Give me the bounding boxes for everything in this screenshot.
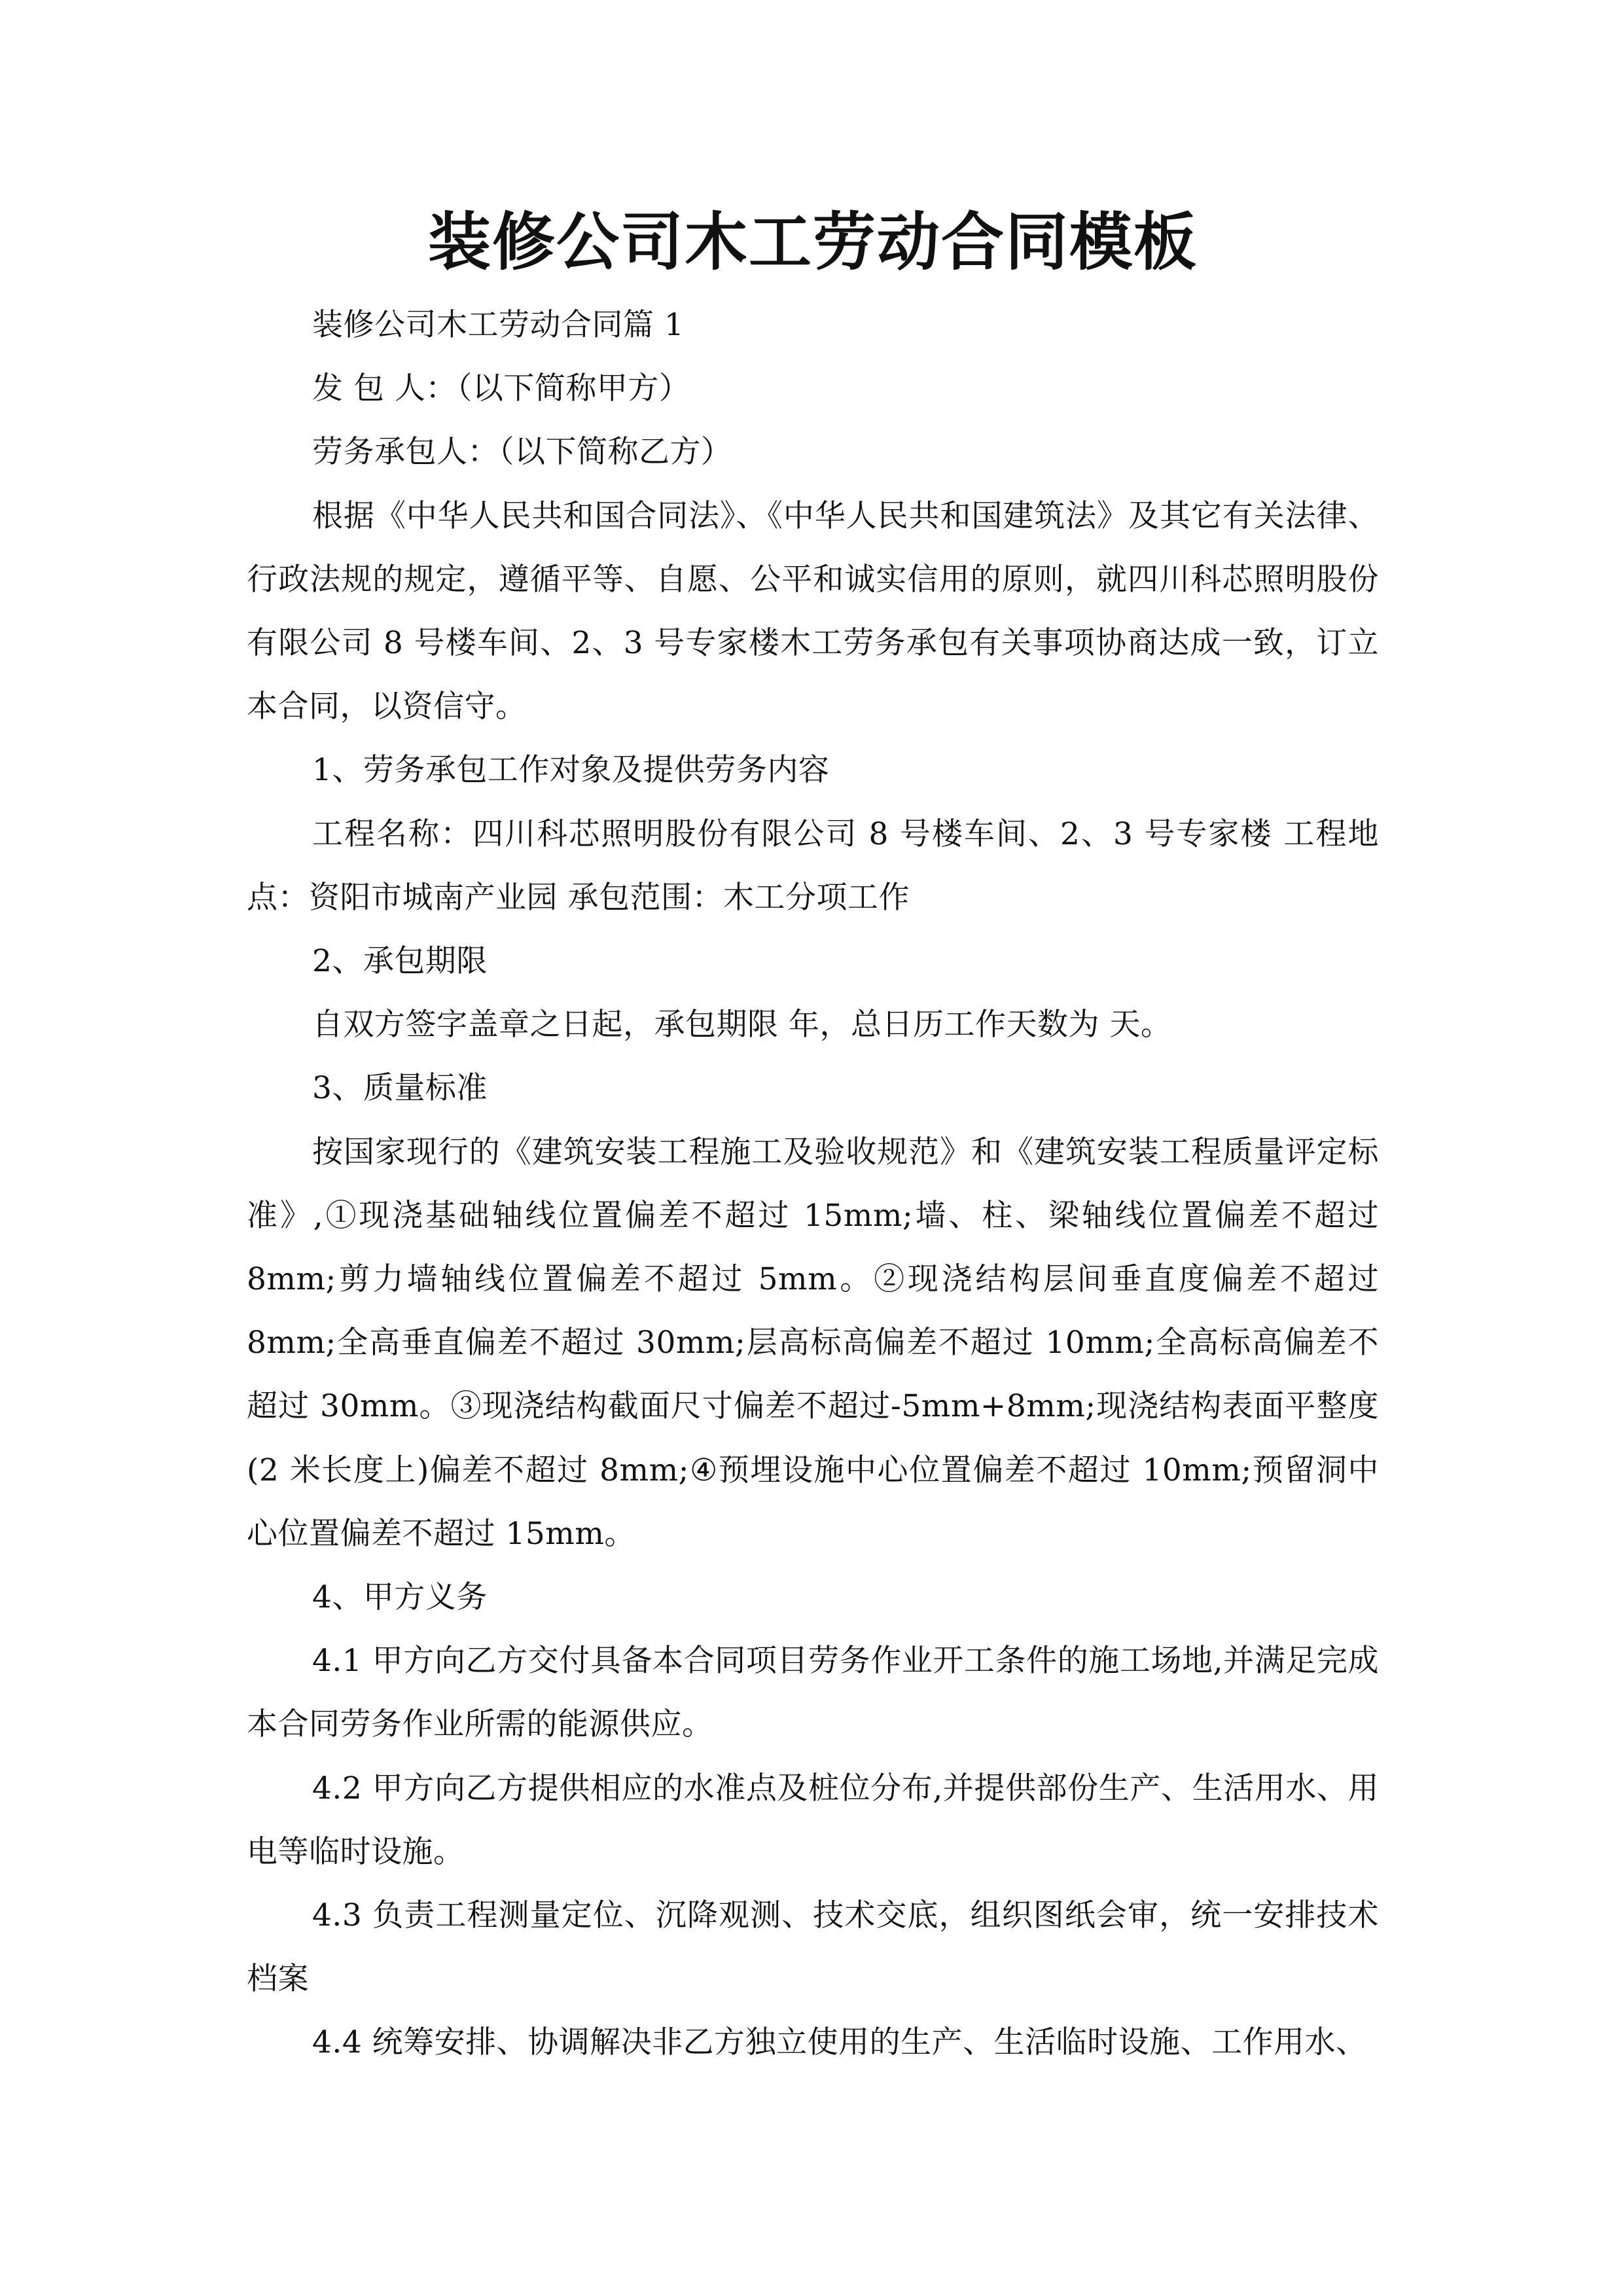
project-info-paragraph: 工程名称：四川科芯照明股份有限公司 8 号楼车间、2、3 号专家楼 工程地点：资阳市城南产业园 承包范围：木工分项工作 [247, 816, 1379, 916]
section-1-heading: 1、劳务承包工作对象及提供劳务内容 [312, 752, 830, 789]
document-body [247, 293, 1379, 2075]
clause-4-2: 4.2 甲方向乙方提供相应的水准点及桩位分布,并提供部份生产、生活用水、用电等临时设施。 [247, 1770, 1379, 1870]
party-a-line: 发 包 人：（以下简称甲方） [312, 370, 690, 407]
section-2-heading: 2、承包期限 [312, 943, 488, 980]
party-b-line: 劳务承包人：（以下简称乙方） [312, 434, 732, 471]
term-paragraph: 自双方签字盖章之日起，承包期限 年，总日历工作天数为 天。 [312, 1007, 1172, 1043]
section-4-heading: 4、甲方义务 [312, 1579, 488, 1616]
subtitle-paragraph: 装修公司木工劳动合同篇 1 [312, 307, 685, 343]
clause-4-3: 4.3 负责工程测量定位、沉降观测、技术交底，组织图纸会审，统一安排技术档案 [247, 1897, 1379, 1998]
clause-4-4: 4.4 统筹安排、协调解决非乙方独立使用的生产、生活临时设施、工作用水、 [312, 2024, 1367, 2061]
quality-standard-paragraph: 按国家现行的《建筑安装工程施工及验收规范》和《建筑安装工程质量评定标准》,①现浇基础轴线位置偏差不超过 15mm;墙、柱、梁轴线位置偏差不超过 8mm;剪力墙轴线位置偏差不超过 5mm。②现浇结构层间垂直度偏差不超过 8mm;全高垂直偏差不超过 30mm;层高标高偏差不超过 10mm;全高标高偏差不超过 30mm。③现浇结构截面尺寸偏差不超过-5mm+8mm;现浇结构表面平整度(2 米长度上)偏差不超过 8mm;④预埋设施中心位置偏差不超过 10mm;预留洞中心位置偏差不超过 15mm。 [247, 1134, 1379, 1552]
clause-4-1: 4.1 甲方向乙方交付具备本合同项目劳务作业开工条件的施工场地,并满足完成本合同劳务作业所需的能源供应。 [247, 1643, 1379, 1743]
preamble-paragraph: 根据《中华人民共和国合同法》、《中华人民共和国建筑法》及其它有关法律、行政法规的规定，遵循平等、自愿、公平和诚实信用的原则，就四川科芯照明股份有限公司 8 号楼车间、2、3 号专家楼木工劳务承包有关事项协商达成一致，订立本合同，以资信守。 [247, 497, 1379, 725]
document-title: 装修公司木工劳动合同模板 [428, 206, 1198, 279]
section-3-heading: 3、质量标准 [312, 1070, 488, 1107]
